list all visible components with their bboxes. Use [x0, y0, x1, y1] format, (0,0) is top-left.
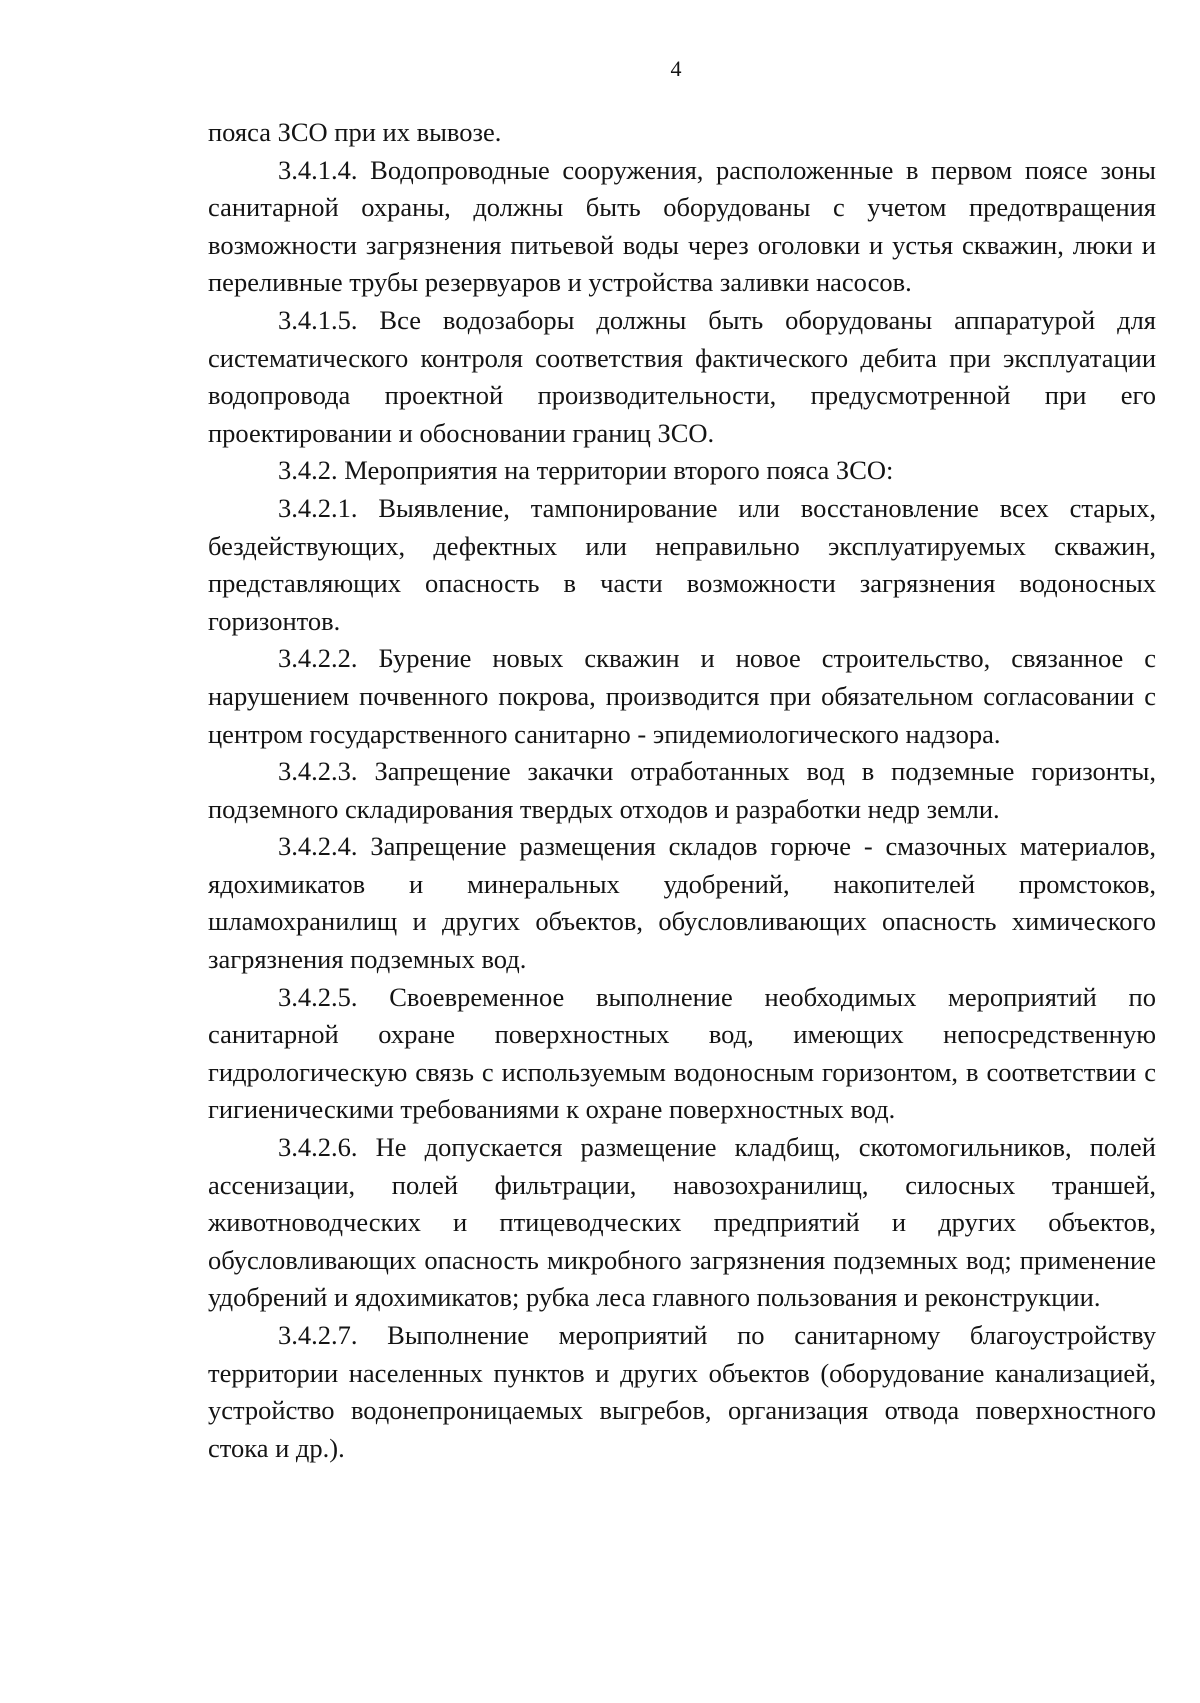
- paragraph-3-4-2-2: 3.4.2.2. Бурение новых скважин и новое строительство, связанное с нарушением почвенного покрова, производится при обязательном согласовании с центром государственного санитарно - эпидемиологического надзора.: [208, 643, 1156, 749]
- paragraph-3-4-2-6: 3.4.2.6. Не допускается размещение кладбищ, скотомогильников, полей ассенизации, полей фильтрации, навозохранилищ, силосных траншей, животноводческих и птицеводческих предприятий и других объектов, обусловливающих опасность микробного загрязнения подземных вод; применение удобрений и ядохимикатов; рубка леса главного пользования и реконструкции.: [208, 1132, 1156, 1313]
- paragraph-3-4-1-5: 3.4.1.5. Все водозаборы должны быть оборудованы аппаратурой для систематического контроля соответствия фактического дебита при эксплуатации водопровода проектной производительности, предусмотренной при его проектировании и обосновании границ ЗСО.: [208, 304, 1156, 448]
- paragraph-3-4-2-3: 3.4.2.3. Запрещение закачки отработанных вод в подземные горизонты, подземного складирования твердых отходов и разработки недр земли.: [208, 756, 1156, 824]
- document-body: [208, 114, 1156, 1467]
- paragraph-3-4-2-4: 3.4.2.4. Запрещение размещения складов горюче - смазочных материалов, ядохимикатов и минеральных удобрений, накопителей промстоков, шламохранилищ и других объектов, обусловливающих опасность химического загрязнения подземных вод.: [208, 831, 1156, 975]
- paragraph-3-4-2-7: 3.4.2.7. Выполнение мероприятий по санитарному благоустройству территории населенных пунктов и других объектов (оборудование канализацией, устройство водонепроницаемых выгребов, организация отвода поверхностного стока и др.).: [208, 1320, 1156, 1463]
- page-number: 4: [670, 56, 682, 81]
- paragraph-3-4-2: 3.4.2. Мероприятия на территории второго пояса ЗСО:: [278, 455, 894, 486]
- paragraph-continuation: пояса ЗСО при их вывозе.: [208, 117, 502, 147]
- paragraph-3-4-1-4: 3.4.1.4. Водопроводные сооружения, расположенные в первом поясе зоны санитарной охраны, должны быть оборудованы с учетом предотвращения возможности загрязнения питьевой воды через оголовки и устья скважин, люки и переливные трубы резервуаров и устройства заливки насосов.: [208, 154, 1156, 298]
- paragraph-3-4-2-1: 3.4.2.1. Выявление, тампонирование или восстановление всех старых, бездействующих, дефектных или неправильно эксплуатируемых скважин, представляющих опасность в части возможности загрязнения водоносных горизонтов.: [208, 492, 1156, 636]
- paragraph-3-4-2-5: 3.4.2.5. Своевременное выполнение необходимых мероприятий по санитарной охране поверхностных вод, имеющих непосредственную гидрологическую связь с используемым водоносным горизонтом, в соответствии с гигиеническими требованиями к охране поверхностных вод.: [208, 981, 1156, 1125]
